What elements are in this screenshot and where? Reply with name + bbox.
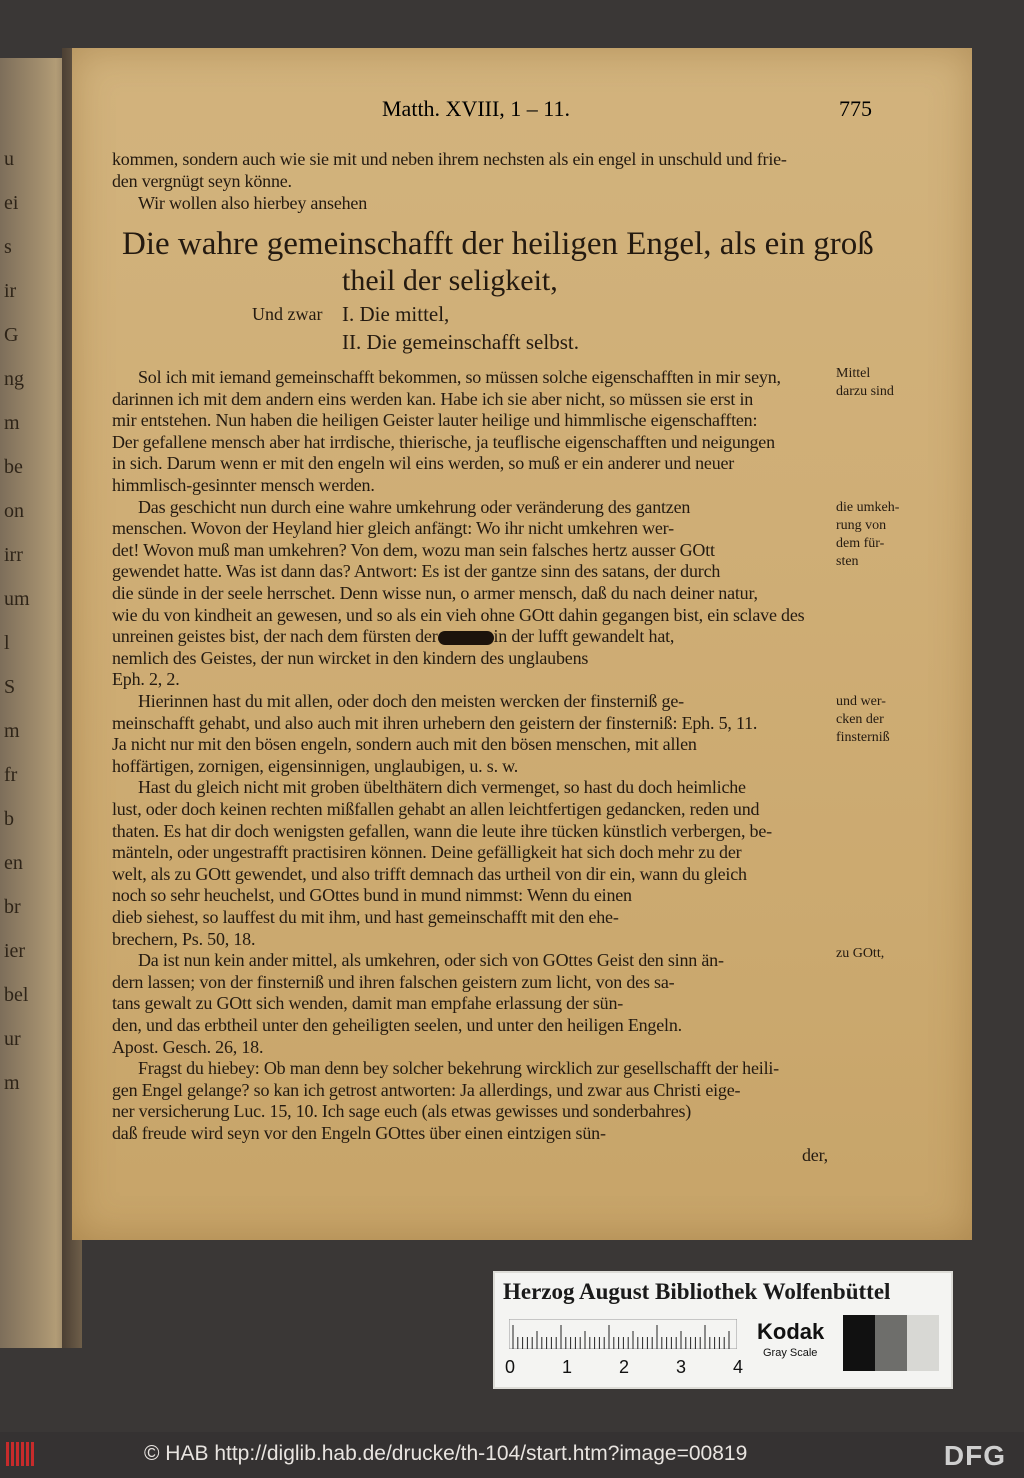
body-line [112, 625, 674, 647]
hab-logo-icon [6, 1442, 38, 1466]
subheading-two: II. Die gemeinschafft selbst. [342, 330, 579, 354]
body-line: noch so sehr heuchelst, und GOttes bund in mund nimmst: Wenn du einen [112, 885, 632, 906]
margin-note: finsterniß [836, 730, 890, 745]
ruler-number: 0 [505, 1357, 516, 1377]
body-line: det! Wovon muß man umkehren? Von dem, wozu man sein falsches hertz ausser GOtt [112, 539, 715, 560]
kodak-brand: Kodak [757, 1319, 825, 1344]
body-line: lust, oder doch keinen rechten mißfallen gehabt an allen leichtfertigen gedancken, reden und [112, 799, 760, 819]
left-page-fragment: s [4, 236, 12, 258]
left-page-fragment: l [4, 632, 10, 654]
left-page-fragment: ir [4, 280, 17, 302]
page-number: 775 [839, 96, 872, 121]
left-page-fragment: b [4, 808, 14, 830]
dfg-logo: DFG [943, 1440, 1006, 1471]
body-line: thaten. Es hat dir doch wenigsten gefallen, wann die leute ihre tücken künstlich verbergen, be- [112, 820, 772, 841]
left-page-fragment: um [4, 588, 30, 610]
section-title-continued: theil der seligkeit, [342, 264, 558, 297]
page-header [382, 96, 872, 126]
footer-credit[interactable]: © HAB http://diglib.hab.de/drucke/th-104/start.htm?image=00819 [144, 1442, 748, 1465]
ink-blot [438, 631, 494, 645]
left-page-edge [0, 58, 70, 1348]
body-line: tans gewalt zu GOtt sich wenden, damit man empfahe erlassung der sün- [112, 993, 624, 1014]
body-line: meinschafft gehabt, und also auch mit ihren urhebern den geistern der finsterniß: Eph. 5, 11. [112, 712, 758, 733]
ruler-number: 4 [733, 1357, 744, 1377]
text-line: den vergnügt seyn könne. [112, 171, 292, 191]
margin-note: Mittel [836, 366, 871, 381]
text-line: kommen, sondern auch wie sie mit und neben ihrem nechsten als ein engel in unschuld und frie- [112, 149, 787, 169]
color-card [493, 1271, 953, 1389]
body-line: mänteln, oder ungestrafft practisiren können. Deine gefälligkeit hat sich doch mehr zu der [112, 842, 742, 863]
running-head: Matth. XVIII, 1 – 11. [382, 96, 570, 121]
body-line-part: unreinen geistes bist, der nach dem fürsten der [112, 626, 438, 647]
gray-scale-label: Gray Scale [763, 1347, 818, 1359]
left-page-fragment: S [4, 676, 16, 698]
body-line: himmlisch-gesinnter mensch werden. [112, 475, 375, 495]
subheading-intro: Und zwar [252, 304, 323, 324]
book-page [72, 48, 972, 1240]
body-line: Der gefallene mensch aber hat irrdische, thierische, ja teuflische eigenschafften und neigungen [112, 431, 775, 452]
left-page-fragment: br [4, 896, 21, 918]
text-line: Wir wollen also hierbey ansehen [138, 193, 367, 213]
body-line: Fragst du hiebey: Ob man denn bey solcher bekehrung wircklich zur gesellschafft der heili- [138, 1058, 779, 1079]
body-line: daß freude wird seyn vor den Engeln GOttes über einen eintzigen sün- [112, 1123, 606, 1143]
body-line: gen Engel gelange? so kan ich getrost antworten: Ja allerdings, und zwar aus Christi eige- [112, 1079, 741, 1100]
body-line: Eph. 2, 2. [112, 669, 180, 690]
body-line: Das geschicht nun durch eine wahre umkehrung oder veränderung des gantzen [138, 496, 691, 517]
left-page-fragment: G [4, 324, 19, 346]
body-line: die sünde in der seele herrschet. Denn wisse nun, o armer mensch, daß du nach deiner natur, [112, 583, 758, 603]
body-line: brechern, Ps. 50, 18. [112, 928, 256, 949]
margin-note: die umkeh- [836, 500, 900, 515]
margin-note: darzu sind [836, 384, 894, 399]
body-line: dieb siehest, so lauffest du mit ihm, und hast gemeinschafft mit den ehe- [112, 907, 619, 927]
gray-patches [843, 1315, 939, 1371]
body-line: der, [802, 1144, 828, 1165]
left-page-fragment: ei [4, 192, 19, 214]
left-page-fragment: ur [4, 1028, 21, 1050]
body-line: Sol ich mit iemand gemeinschafft bekommen, so müssen solche eigenschafften in mir seyn, [138, 367, 781, 387]
margin-note: und wer- [836, 694, 886, 709]
margin-note: zu GOtt, [836, 946, 885, 961]
body-line-part: in der lufft gewandelt hat, [493, 626, 675, 647]
left-page-fragment: bel [4, 984, 29, 1006]
body-line: menschen. Wovon der Heyland hier gleich anfängt: Wo ihr nicht umkehren wer- [112, 518, 674, 539]
body-line: Ja nicht nur mit den bösen engeln, sondern auch mit den bösen menschen, mit allen [112, 734, 697, 755]
body-line: Da ist nun kein ander mittel, als umkehren, oder sich von GOttes Geist den sinn än- [138, 950, 724, 971]
margin-note: cken der [836, 712, 884, 727]
body-line: Hierinnen hast du mit allen, oder doch den meisten wercken der finsterniß ge- [138, 691, 684, 711]
left-page-fragment: m [4, 1072, 20, 1094]
left-page-fragment: be [4, 456, 23, 478]
left-page-fragment: on [4, 500, 24, 522]
ruler-numbers [505, 1357, 790, 1378]
body-line: gewendet hatte. Was ist dann das? Antwort: Es ist der gantze sinn des satans, der durch [112, 561, 721, 582]
left-page-fragment: m [4, 412, 20, 434]
ruler-scale [509, 1319, 737, 1349]
left-page-fragment: ier [4, 940, 26, 962]
ruler-number: 3 [676, 1357, 687, 1377]
left-page-fragment: en [4, 852, 23, 874]
margin-note: dem für- [836, 536, 885, 551]
subheading-one: I. Die mittel, [342, 302, 450, 326]
body-line: hoffärtigen, zornigen, eigensinnigen, unglaubigen, u. s. w. [112, 755, 519, 776]
left-page-fragment: ng [4, 368, 24, 390]
left-page-fragment: fr [4, 764, 18, 786]
left-page-fragment: u [4, 148, 14, 170]
body-line: mir entstehen. Nun haben die heiligen Geister lauter heilige und himmlische eigenschafften: [112, 410, 758, 431]
body-line: Hast du gleich nicht mit groben übelthätern dich vermenget, so hast du doch heimliche [138, 777, 746, 798]
body-line: wie du von kindheit an gewesen, und so als ein vieh ohne GOtt dahin gegangen bist, ein sclave des [112, 604, 805, 625]
body-line: Apost. Gesch. 26, 18. [112, 1036, 264, 1057]
body-line: ner versicherung Luc. 15, 10. Ich sage euch (als etwas gewisses und sonderbahres) [112, 1101, 692, 1122]
left-page-fragment: m [4, 720, 20, 742]
library-name: Herzog August Bibliothek Wolfenbüttel [503, 1279, 891, 1304]
body-line: in sich. Darum wenn er mit den engeln wil eins werden, so muß er ein anderer und neuer [112, 453, 735, 474]
margin-note: rung von [836, 518, 887, 533]
ruler-number: 1 [562, 1357, 573, 1377]
body-line: nemlich des Geistes, der nun wircket in den kindern des unglaubens [112, 647, 589, 668]
section-title: Die wahre gemeinschafft der heiligen Engel, als ein groß [122, 226, 874, 262]
left-page-fragment: irr [4, 544, 23, 566]
footer-bar [0, 1432, 1024, 1478]
body-line: den, und das erbtheil unter den geheiligten seelen, und unter den heiligen Engeln. [112, 1015, 682, 1035]
body-line: welt, als zu GOtt gewendet, und also trifft demnach das urtheil von dir ein, wann du gleich [112, 863, 747, 884]
body-line: darinnen ich mit dem andern eins werden kan. Habe ich sie aber nicht, so müssen sie erst in [112, 388, 754, 409]
margin-note: sten [836, 554, 859, 569]
ruler-number: 2 [619, 1357, 630, 1377]
body-line: dern lassen; von der finsterniß und ihren falschen geistern zum licht, von des sa- [112, 971, 675, 992]
